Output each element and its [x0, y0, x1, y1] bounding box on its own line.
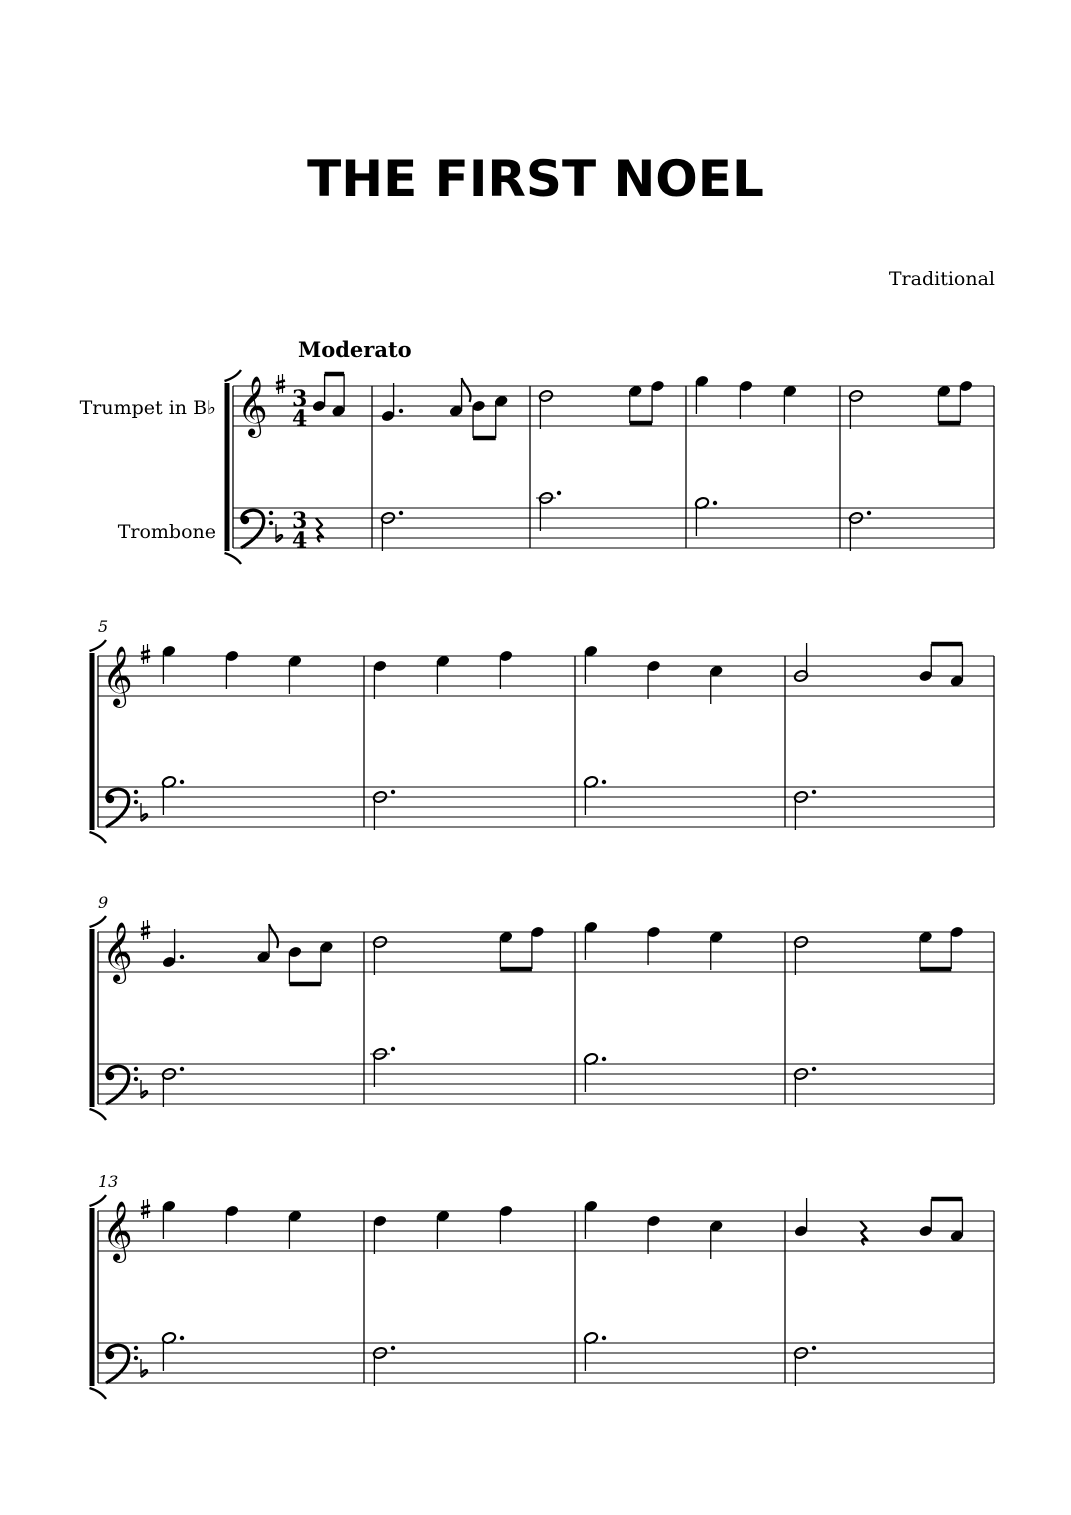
system-bracket-hook	[225, 553, 242, 564]
flat-icon	[141, 803, 147, 821]
augmentation-dot	[399, 511, 403, 515]
bass-clef-dot	[134, 1077, 138, 1081]
sharp-bar	[141, 651, 150, 654]
time-signature-unit: 4	[292, 406, 308, 432]
tempo-marking: Moderato	[298, 337, 412, 362]
augmentation-dot	[812, 1067, 816, 1071]
bass-clef-icon	[106, 1345, 138, 1383]
bass-clef-dot	[269, 511, 273, 515]
sharp-bar	[276, 387, 285, 390]
system-bracket-hook	[90, 1388, 107, 1399]
bass-clef-dot	[134, 790, 138, 794]
measure-number: 5	[98, 617, 109, 636]
bass-clef-dot	[134, 1346, 138, 1350]
bass-clef-dot	[134, 800, 138, 804]
augmentation-dot	[391, 1047, 395, 1051]
augmentation-dot	[867, 511, 871, 515]
flat-icon	[141, 1359, 147, 1377]
instrument-label-trombone: Trombone	[117, 521, 216, 543]
measure-number: 13	[98, 1172, 119, 1191]
augmentation-dot	[557, 491, 561, 495]
system-bracket-hook	[90, 1109, 107, 1120]
augmentation-dot	[602, 780, 606, 784]
note-flag	[269, 924, 278, 948]
bass-clef-icon	[241, 510, 273, 548]
augmentation-dot	[812, 790, 816, 794]
flat-bowl	[141, 1091, 147, 1098]
bass-clef-icon	[106, 1066, 138, 1104]
time-signature-beats: 3	[292, 508, 308, 534]
bass-clef-dot	[134, 1356, 138, 1360]
sharp-bar	[276, 381, 285, 384]
augmentation-dot	[391, 790, 395, 794]
instrument-label-trumpet: Trumpet in B♭	[79, 397, 216, 419]
augmentation-dot	[180, 1067, 184, 1071]
sharp-bar	[141, 1206, 150, 1209]
sharp-bar	[141, 1212, 150, 1215]
augmentation-dot	[602, 1057, 606, 1061]
flat-icon	[141, 1080, 147, 1098]
treble-clef-icon: 𝄞	[237, 376, 268, 436]
treble-clef-icon: 𝄞	[102, 646, 133, 706]
bass-clef-dot	[134, 1067, 138, 1071]
sharp-icon	[141, 644, 150, 664]
composer-credit: Traditional	[888, 268, 995, 290]
flat-bowl	[141, 814, 147, 821]
augmentation-dot	[713, 501, 717, 505]
augmentation-dot	[602, 1336, 606, 1340]
note-flag	[462, 378, 471, 402]
treble-clef-icon: 𝄞	[102, 1201, 133, 1261]
system-bracket-hook	[90, 832, 107, 843]
flat-bowl	[141, 1370, 147, 1377]
bass-clef-dot	[269, 521, 273, 525]
augmentation-dot	[180, 1336, 184, 1340]
measure-number: 9	[98, 893, 109, 912]
augmentation-dot	[180, 955, 184, 959]
augmentation-dot	[812, 1346, 816, 1350]
time-signature-beats: 3	[292, 386, 308, 412]
sharp-bar	[141, 657, 150, 660]
score-title: THE FIRST NOEL	[307, 150, 764, 208]
sharp-icon	[141, 1199, 150, 1219]
flat-icon	[276, 524, 282, 542]
augmentation-dot	[391, 1346, 395, 1350]
flat-bowl	[276, 535, 282, 542]
sharp-bar	[141, 927, 150, 930]
sharp-bar	[141, 933, 150, 936]
bass-clef-head	[106, 795, 114, 803]
augmentation-dot	[180, 780, 184, 784]
bass-clef-head	[106, 1072, 114, 1080]
bass-clef-head	[106, 1351, 114, 1359]
time-signature-unit: 4	[292, 528, 308, 554]
treble-clef-icon: 𝄞	[102, 922, 133, 982]
augmentation-dot	[399, 409, 403, 413]
sharp-icon	[141, 920, 150, 940]
bass-clef-head	[241, 516, 249, 524]
sharp-icon	[276, 374, 285, 394]
bass-clef-icon	[106, 789, 138, 827]
